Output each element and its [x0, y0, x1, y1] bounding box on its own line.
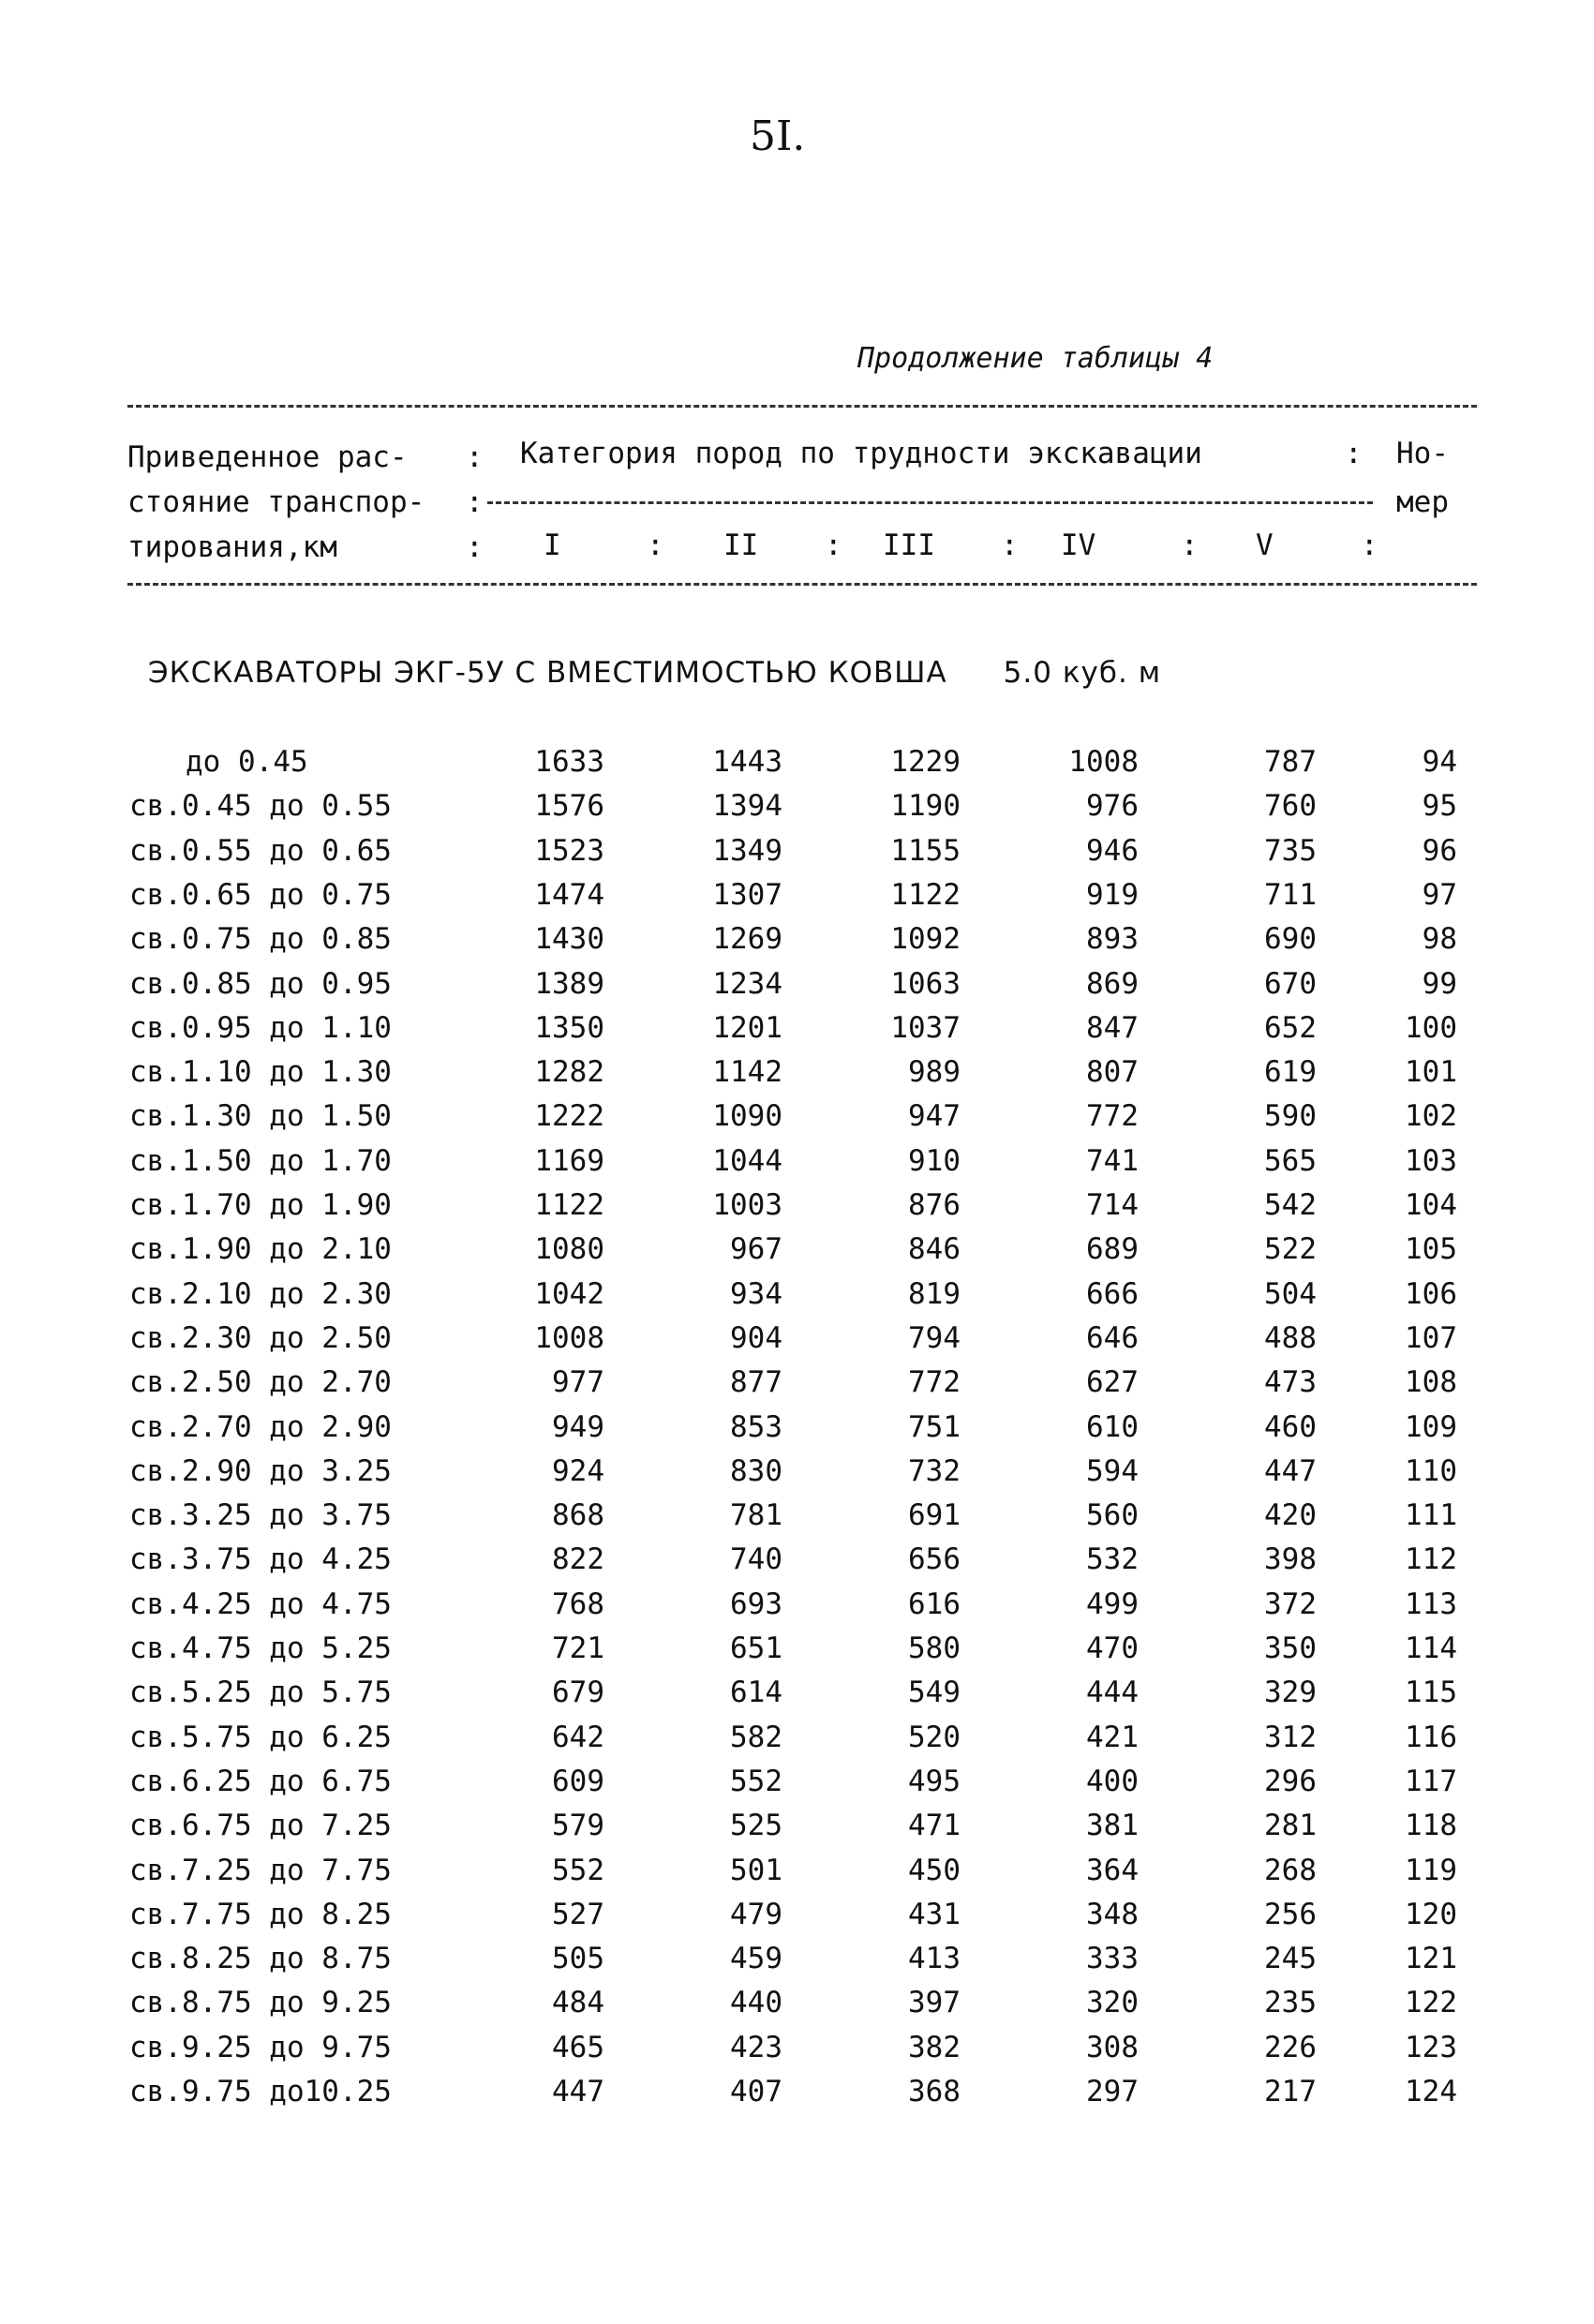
row-value-category-5: 398 — [1264, 1542, 1317, 1577]
row-value-category-1: 1350 — [534, 1010, 604, 1045]
row-value-category-5: 235 — [1264, 1986, 1317, 2020]
row-distance: св.5.25 до 5.75 — [129, 1676, 392, 1710]
header-number-line1: Но- — [1396, 437, 1449, 470]
row-value-category-3: 368 — [908, 2075, 961, 2108]
row-value-category-2: 651 — [730, 1631, 782, 1665]
page-number: 5I. — [750, 112, 806, 160]
header-category-iii: III — [883, 529, 935, 562]
row-value-category-3: 471 — [908, 1809, 961, 1843]
row-value-category-5: 690 — [1264, 922, 1317, 957]
row-value-category-4: 560 — [1086, 1498, 1139, 1533]
table-row — [0, 1232, 1594, 1276]
row-value-category-2: 967 — [730, 1232, 782, 1267]
table-row — [0, 1011, 1594, 1055]
row-value-category-3: 772 — [908, 1365, 961, 1400]
row-value-category-1: 1633 — [534, 745, 604, 779]
row-value-category-5: 296 — [1264, 1764, 1317, 1798]
row-value-category-5: 281 — [1264, 1809, 1317, 1843]
row-value-category-4: 646 — [1086, 1320, 1139, 1355]
table-row — [0, 1898, 1594, 1942]
row-value-category-3: 794 — [908, 1320, 961, 1355]
row-number: 121 — [1405, 1942, 1457, 1976]
row-value-category-2: 479 — [730, 1897, 782, 1931]
row-value-category-3: 413 — [908, 1942, 961, 1976]
row-number: 124 — [1405, 2075, 1457, 2108]
row-value-category-2: 877 — [730, 1365, 782, 1400]
row-value-category-3: 1190 — [890, 789, 961, 824]
row-distance: св.2.70 до 2.90 — [129, 1409, 392, 1444]
row-value-category-5: 460 — [1264, 1409, 1317, 1444]
row-value-category-3: 397 — [908, 1986, 961, 2020]
header-distance-line3: тирования,км — [127, 530, 337, 564]
row-value-category-5: 256 — [1264, 1897, 1317, 1931]
table-row — [0, 1854, 1594, 1898]
row-value-category-3: 910 — [908, 1143, 961, 1178]
row-value-category-4: 610 — [1086, 1409, 1139, 1444]
row-value-category-1: 465 — [552, 2030, 604, 2064]
row-distance: св.1.90 до 2.10 — [129, 1232, 392, 1267]
table-row — [0, 2031, 1594, 2075]
row-value-category-3: 1229 — [890, 745, 961, 779]
row-value-category-5: 565 — [1264, 1143, 1317, 1178]
row-value-category-3: 549 — [908, 1676, 961, 1710]
row-number: 109 — [1405, 1409, 1457, 1444]
row-value-category-4: 333 — [1086, 1942, 1139, 1976]
row-number: 122 — [1405, 1986, 1457, 2020]
row-distance: св.2.10 до 2.30 — [129, 1276, 392, 1311]
row-value-category-3: 819 — [908, 1276, 961, 1311]
row-number: 118 — [1405, 1809, 1457, 1843]
row-value-category-4: 847 — [1086, 1010, 1139, 1045]
row-value-category-5: 652 — [1264, 1010, 1317, 1045]
table-row — [0, 1721, 1594, 1765]
row-value-category-3: 1063 — [890, 966, 961, 1001]
row-value-category-5: 268 — [1264, 1853, 1317, 1887]
table-header-bottom-rule — [127, 583, 1477, 586]
row-number: 97 — [1422, 877, 1457, 912]
row-value-category-2: 1044 — [712, 1143, 782, 1178]
row-number: 115 — [1405, 1676, 1457, 1710]
row-value-category-5: 372 — [1264, 1587, 1317, 1621]
row-value-category-2: 1142 — [712, 1055, 782, 1090]
row-distance: св.7.75 до 8.25 — [129, 1897, 392, 1931]
row-number: 102 — [1405, 1099, 1457, 1134]
row-value-category-1: 822 — [552, 1542, 604, 1577]
row-value-category-3: 846 — [908, 1232, 961, 1267]
row-value-category-2: 1003 — [712, 1188, 782, 1222]
row-value-category-3: 1122 — [890, 877, 961, 912]
row-value-category-4: 400 — [1086, 1764, 1139, 1798]
row-value-category-5: 590 — [1264, 1099, 1317, 1134]
row-value-category-1: 505 — [552, 1942, 604, 1976]
row-value-category-2: 459 — [730, 1942, 782, 1976]
row-value-category-1: 1042 — [534, 1276, 604, 1311]
table-row — [0, 1188, 1594, 1232]
row-value-category-2: 525 — [730, 1809, 782, 1843]
row-distance: св.8.25 до 8.75 — [129, 1942, 392, 1976]
row-distance: св.0.85 до 0.95 — [129, 966, 392, 1001]
row-distance: св.5.75 до 6.25 — [129, 1720, 392, 1754]
row-value-category-5: 350 — [1264, 1631, 1317, 1665]
row-value-category-1: 552 — [552, 1853, 604, 1887]
row-value-category-5: 542 — [1264, 1188, 1317, 1222]
row-value-category-4: 869 — [1086, 966, 1139, 1001]
row-value-category-3: 520 — [908, 1720, 961, 1754]
row-number: 99 — [1422, 966, 1457, 1001]
row-value-category-2: 407 — [730, 2075, 782, 2108]
row-number: 94 — [1422, 745, 1457, 779]
row-value-category-2: 1443 — [712, 745, 782, 779]
row-value-category-1: 447 — [552, 2075, 604, 2108]
row-value-category-2: 904 — [730, 1320, 782, 1355]
row-distance: св.1.50 до 1.70 — [129, 1143, 392, 1178]
row-value-category-4: 714 — [1086, 1188, 1139, 1222]
row-distance: св.3.25 до 3.75 — [129, 1498, 392, 1533]
header-separator: : — [466, 485, 484, 519]
row-value-category-2: 830 — [730, 1453, 782, 1488]
row-distance: св.6.75 до 7.25 — [129, 1809, 392, 1843]
row-number: 105 — [1405, 1232, 1457, 1267]
row-value-category-2: 1349 — [712, 833, 782, 868]
row-number: 95 — [1422, 789, 1457, 824]
header-separator: : — [647, 529, 664, 562]
row-number: 104 — [1405, 1188, 1457, 1222]
header-category-ii: II — [723, 529, 759, 562]
table-row — [0, 1321, 1594, 1365]
row-value-category-5: 619 — [1264, 1055, 1317, 1090]
table-row — [0, 878, 1594, 922]
row-number: 98 — [1422, 922, 1457, 957]
row-value-category-3: 989 — [908, 1055, 961, 1090]
row-value-category-1: 1523 — [534, 833, 604, 868]
row-value-category-4: 893 — [1086, 922, 1139, 957]
row-distance: св.0.75 до 0.85 — [129, 922, 392, 957]
row-value-category-4: 532 — [1086, 1542, 1139, 1577]
row-value-category-5: 670 — [1264, 966, 1317, 1001]
row-number: 113 — [1405, 1587, 1457, 1621]
header-separator: : — [466, 530, 484, 564]
row-value-category-4: 297 — [1086, 2075, 1139, 2108]
row-value-category-5: 760 — [1264, 789, 1317, 824]
row-value-category-4: 308 — [1086, 2030, 1139, 2064]
row-distance: св.7.25 до 7.75 — [129, 1853, 392, 1887]
row-value-category-1: 1122 — [534, 1188, 604, 1222]
row-value-category-2: 781 — [730, 1498, 782, 1533]
table-row — [0, 1410, 1594, 1454]
row-value-category-1: 1080 — [534, 1232, 604, 1267]
row-value-category-3: 1092 — [890, 922, 961, 957]
row-distance: св.9.75 до10.25 — [129, 2075, 392, 2108]
row-value-category-2: 740 — [730, 1542, 782, 1577]
row-number: 123 — [1405, 2030, 1457, 2064]
row-value-category-1: 579 — [552, 1809, 604, 1843]
row-value-category-1: 642 — [552, 1720, 604, 1754]
row-distance: св.3.75 до 4.25 — [129, 1542, 392, 1577]
row-number: 119 — [1405, 1853, 1457, 1887]
row-value-category-2: 501 — [730, 1853, 782, 1887]
row-value-category-1: 949 — [552, 1409, 604, 1444]
header-separator: : — [1181, 529, 1199, 562]
row-value-category-2: 582 — [730, 1720, 782, 1754]
row-number: 96 — [1422, 833, 1457, 868]
row-value-category-5: 217 — [1264, 2075, 1317, 2108]
row-number: 100 — [1405, 1010, 1457, 1045]
table-row — [0, 1277, 1594, 1321]
row-value-category-2: 693 — [730, 1587, 782, 1621]
row-number: 103 — [1405, 1143, 1457, 1178]
row-value-category-4: 772 — [1086, 1099, 1139, 1134]
header-distance-line2: стояние транспор- — [127, 485, 425, 519]
row-value-category-4: 470 — [1086, 1631, 1139, 1665]
row-value-category-1: 768 — [552, 1587, 604, 1621]
row-value-category-3: 656 — [908, 1542, 961, 1577]
row-value-category-1: 1474 — [534, 877, 604, 912]
row-value-category-4: 348 — [1086, 1897, 1139, 1931]
row-distance: св.4.75 до 5.25 — [129, 1631, 392, 1665]
row-distance: св.1.10 до 1.30 — [129, 1055, 392, 1090]
table-row — [0, 1676, 1594, 1720]
row-distance: до 0.45 — [186, 745, 308, 779]
header-separator: : — [1345, 437, 1363, 470]
row-value-category-2: 1307 — [712, 877, 782, 912]
row-number: 117 — [1405, 1764, 1457, 1798]
row-distance: св.2.90 до 3.25 — [129, 1453, 392, 1488]
row-value-category-5: 787 — [1264, 745, 1317, 779]
row-distance: св.0.55 до 0.65 — [129, 833, 392, 868]
row-value-category-1: 527 — [552, 1897, 604, 1931]
row-value-category-4: 976 — [1086, 789, 1139, 824]
row-value-category-1: 679 — [552, 1676, 604, 1710]
row-value-category-4: 919 — [1086, 877, 1139, 912]
table-top-rule — [127, 405, 1477, 408]
row-value-category-3: 616 — [908, 1587, 961, 1621]
row-number: 107 — [1405, 1320, 1457, 1355]
row-value-category-3: 876 — [908, 1188, 961, 1222]
table-row — [0, 1498, 1594, 1542]
table-continuation-caption: Продолжение таблицы 4 — [857, 342, 1214, 375]
table-row — [0, 922, 1594, 966]
row-value-category-1: 484 — [552, 1986, 604, 2020]
row-value-category-5: 420 — [1264, 1498, 1317, 1533]
row-value-category-2: 1201 — [712, 1010, 782, 1045]
row-distance: св.4.25 до 4.75 — [129, 1587, 392, 1621]
row-value-category-2: 934 — [730, 1276, 782, 1311]
row-value-category-4: 444 — [1086, 1676, 1139, 1710]
row-value-category-4: 1008 — [1068, 745, 1139, 779]
section-title — [148, 656, 1161, 690]
table-row — [0, 1055, 1594, 1099]
row-value-category-5: 245 — [1264, 1942, 1317, 1976]
row-value-category-1: 1222 — [534, 1099, 604, 1134]
row-value-category-1: 1576 — [534, 789, 604, 824]
row-value-category-5: 226 — [1264, 2030, 1317, 2064]
row-number: 116 — [1405, 1720, 1457, 1754]
header-number-line2: мер — [1396, 485, 1449, 519]
table-row — [0, 967, 1594, 1011]
header-category-i: I — [544, 529, 561, 562]
row-distance: св.9.25 до 9.75 — [129, 2030, 392, 2064]
row-value-category-2: 440 — [730, 1986, 782, 2020]
table-row — [0, 1365, 1594, 1409]
row-value-category-5: 504 — [1264, 1276, 1317, 1311]
table-row — [0, 834, 1594, 878]
row-distance: св.8.75 до 9.25 — [129, 1986, 392, 2020]
section-title-text: ЭКСКАВАТОРЫ ЭКГ-5У С ВМЕСТИМОСТЬЮ КОВША — [148, 656, 947, 690]
row-value-category-3: 691 — [908, 1498, 961, 1533]
row-value-category-2: 1234 — [712, 966, 782, 1001]
row-value-category-4: 320 — [1086, 1986, 1139, 2020]
row-distance: св.0.65 до 0.75 — [129, 877, 392, 912]
row-value-category-5: 488 — [1264, 1320, 1317, 1355]
section-capacity: 5.0 куб. м — [1003, 656, 1162, 690]
row-value-category-3: 450 — [908, 1853, 961, 1887]
row-value-category-1: 924 — [552, 1453, 604, 1488]
header-category-rule — [487, 501, 1373, 504]
row-value-category-5: 329 — [1264, 1676, 1317, 1710]
header-separator: : — [825, 529, 842, 562]
row-number: 112 — [1405, 1542, 1457, 1577]
row-value-category-4: 689 — [1086, 1232, 1139, 1267]
row-number: 114 — [1405, 1631, 1457, 1665]
row-value-category-4: 666 — [1086, 1276, 1139, 1311]
row-value-category-1: 609 — [552, 1764, 604, 1798]
row-value-category-1: 977 — [552, 1365, 604, 1400]
row-value-category-5: 312 — [1264, 1720, 1317, 1754]
table-row — [0, 1631, 1594, 1676]
row-value-category-1: 1389 — [534, 966, 604, 1001]
table-row — [0, 1542, 1594, 1587]
row-distance: св.1.70 до 1.90 — [129, 1188, 392, 1222]
row-value-category-2: 1090 — [712, 1099, 782, 1134]
table-row — [0, 1099, 1594, 1143]
row-value-category-3: 1155 — [890, 833, 961, 868]
row-value-category-4: 421 — [1086, 1720, 1139, 1754]
table-row — [0, 1942, 1594, 1986]
row-value-category-4: 499 — [1086, 1587, 1139, 1621]
row-value-category-2: 853 — [730, 1409, 782, 1444]
row-value-category-2: 614 — [730, 1676, 782, 1710]
header-category-title: Категория пород по трудности экскавации — [520, 437, 1202, 470]
row-value-category-4: 627 — [1086, 1365, 1139, 1400]
table-row — [0, 745, 1594, 789]
row-value-category-1: 1169 — [534, 1143, 604, 1178]
table-row — [0, 1986, 1594, 2030]
row-value-category-1: 1008 — [534, 1320, 604, 1355]
row-distance: св.1.30 до 1.50 — [129, 1099, 392, 1134]
table-row — [0, 1765, 1594, 1809]
row-value-category-2: 423 — [730, 2030, 782, 2064]
row-value-category-1: 721 — [552, 1631, 604, 1665]
row-value-category-3: 751 — [908, 1409, 961, 1444]
row-distance: св.0.45 до 0.55 — [129, 789, 392, 824]
table-row — [0, 2075, 1594, 2119]
row-value-category-5: 735 — [1264, 833, 1317, 868]
row-distance: св.0.95 до 1.10 — [129, 1010, 392, 1045]
row-value-category-3: 431 — [908, 1897, 961, 1931]
table-row — [0, 1587, 1594, 1631]
row-value-category-3: 1037 — [890, 1010, 961, 1045]
row-value-category-4: 364 — [1086, 1853, 1139, 1887]
row-value-category-1: 868 — [552, 1498, 604, 1533]
row-value-category-3: 382 — [908, 2030, 961, 2064]
table-row — [0, 1809, 1594, 1853]
row-value-category-3: 580 — [908, 1631, 961, 1665]
row-value-category-1: 1430 — [534, 922, 604, 957]
row-value-category-5: 473 — [1264, 1365, 1317, 1400]
row-value-category-3: 495 — [908, 1764, 961, 1798]
header-separator: : — [1001, 529, 1019, 562]
row-value-category-2: 1394 — [712, 789, 782, 824]
row-value-category-5: 711 — [1264, 877, 1317, 912]
row-value-category-3: 947 — [908, 1099, 961, 1134]
row-number: 111 — [1405, 1498, 1457, 1533]
row-distance: св.2.30 до 2.50 — [129, 1320, 392, 1355]
header-category-v: V — [1256, 529, 1274, 562]
table-row — [0, 1144, 1594, 1188]
table-row — [0, 789, 1594, 833]
row-value-category-5: 522 — [1264, 1232, 1317, 1267]
row-value-category-1: 1282 — [534, 1055, 604, 1090]
header-separator: : — [466, 440, 484, 474]
row-number: 120 — [1405, 1897, 1457, 1931]
row-value-category-2: 552 — [730, 1764, 782, 1798]
row-value-category-4: 381 — [1086, 1809, 1139, 1843]
row-value-category-4: 594 — [1086, 1453, 1139, 1488]
header-category-iv: IV — [1061, 529, 1096, 562]
row-value-category-4: 946 — [1086, 833, 1139, 868]
row-value-category-2: 1269 — [712, 922, 782, 957]
header-distance-line1: Приведенное рас- — [127, 440, 408, 474]
row-distance: св.2.50 до 2.70 — [129, 1365, 392, 1400]
row-value-category-4: 741 — [1086, 1143, 1139, 1178]
row-number: 110 — [1405, 1453, 1457, 1488]
row-value-category-3: 732 — [908, 1453, 961, 1488]
row-value-category-5: 447 — [1264, 1453, 1317, 1488]
row-number: 101 — [1405, 1055, 1457, 1090]
row-value-category-4: 807 — [1086, 1055, 1139, 1090]
row-number: 106 — [1405, 1276, 1457, 1311]
row-number: 108 — [1405, 1365, 1457, 1400]
header-separator: : — [1361, 529, 1378, 562]
table-row — [0, 1454, 1594, 1498]
row-distance: св.6.25 до 6.75 — [129, 1764, 392, 1798]
